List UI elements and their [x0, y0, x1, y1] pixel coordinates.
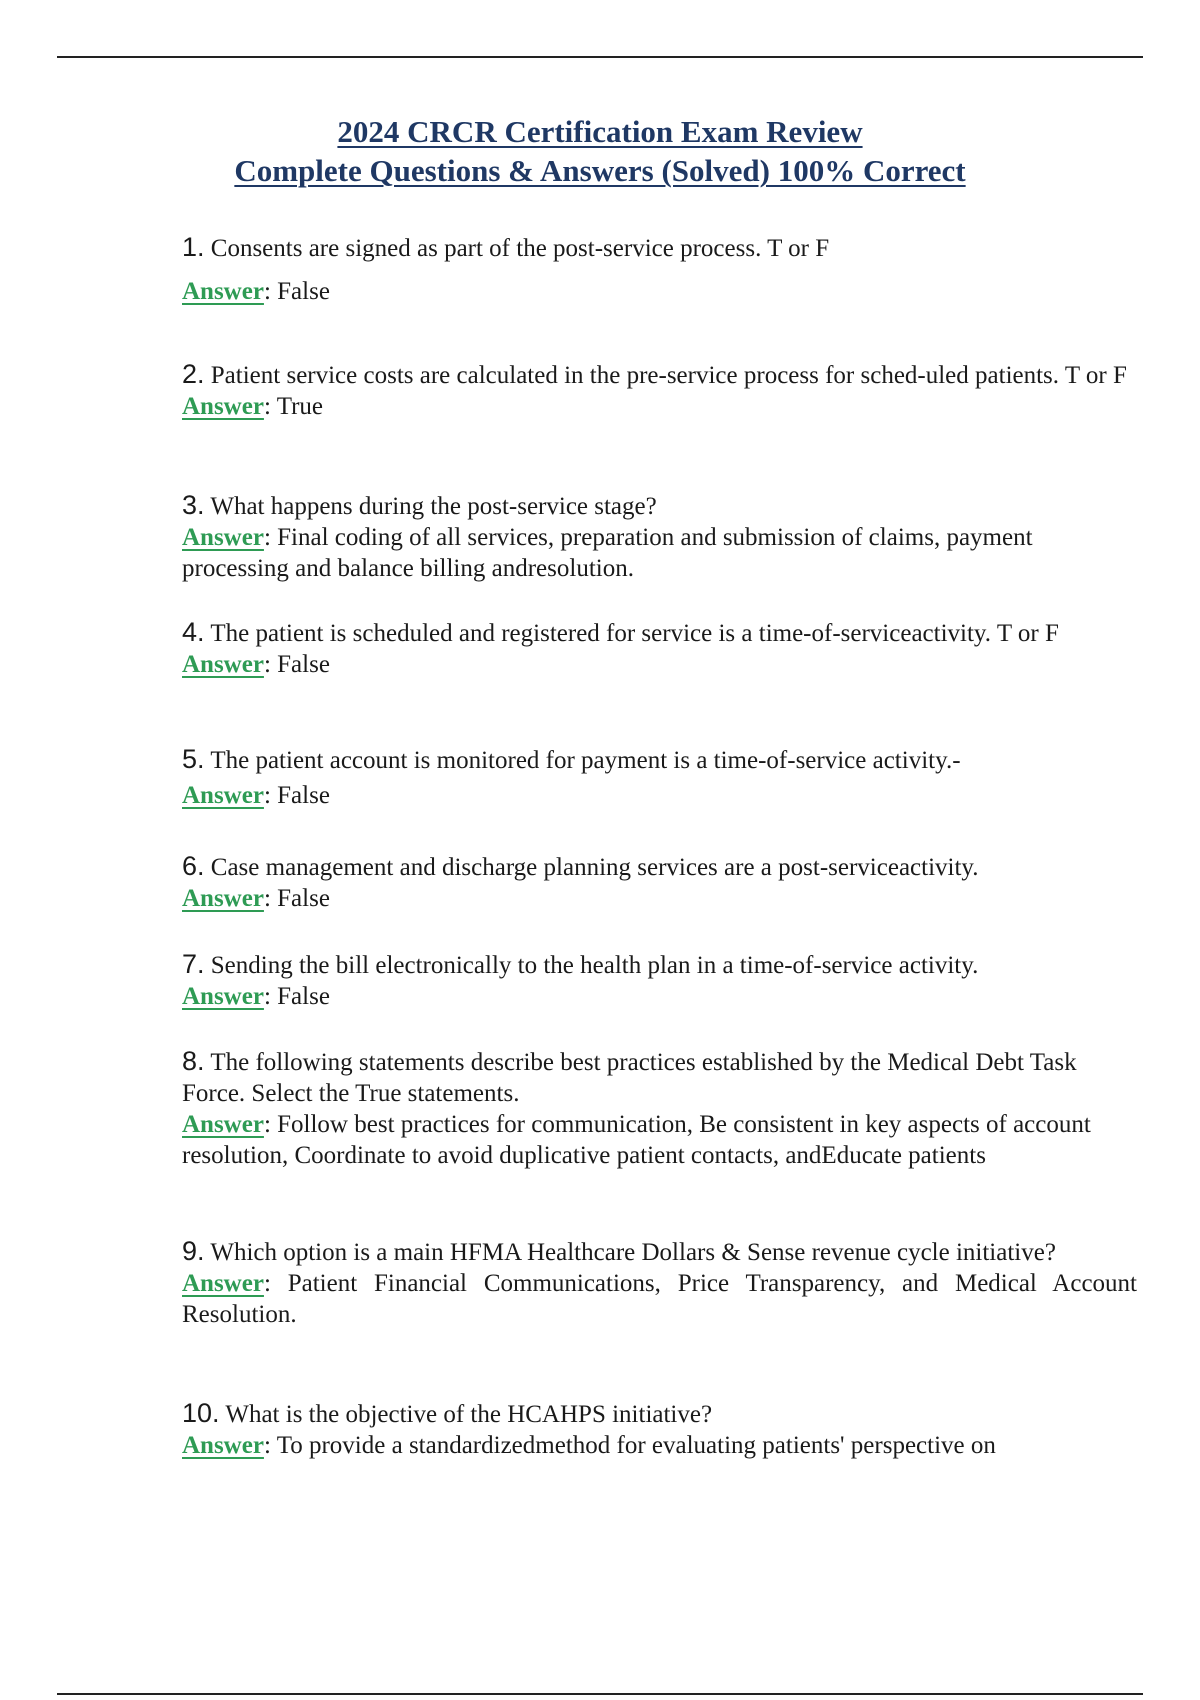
- question-text: Sending the bill electronically to the health plan in a time-of-service activity.: [210, 952, 979, 979]
- answer-label: Answer: [182, 1270, 264, 1297]
- answer-text: To provide a standardizedmethod for evaluating patients' perspective on: [276, 1432, 996, 1459]
- question-number: 1.: [182, 232, 205, 262]
- qa-item-1: [182, 232, 1137, 307]
- answer: Answer: False: [182, 885, 330, 912]
- qa-item-5: [182, 744, 1137, 811]
- qa-item-8: [182, 1046, 1137, 1171]
- answer-label: Answer: [182, 983, 264, 1010]
- question-number: 4.: [182, 617, 205, 647]
- qa-item-4: [182, 617, 1137, 680]
- question-text: Which option is a main HFMA Healthcare Dollars & Sense revenue cycle initiative?: [210, 1239, 1056, 1266]
- answer-text: False: [277, 885, 330, 912]
- question: [182, 359, 1137, 391]
- answer-label: Answer: [182, 651, 264, 678]
- question-text: Consents are signed as part of the post-service process. T or F: [210, 235, 830, 262]
- answer-label: Answer: [182, 1111, 264, 1138]
- question: [182, 1046, 1137, 1109]
- question: [182, 744, 1137, 776]
- answer: Answer: True: [182, 393, 324, 420]
- answer-text: Patient Financial Communications, Price Transparency, and Medical Account Resolution.: [182, 1270, 1138, 1328]
- title-line-1: 2024 CRCR Certification Exam Review: [337, 114, 863, 149]
- question-number: 10.: [182, 1398, 220, 1428]
- question-text: What is the objective of the HCAHPS initiative?: [225, 1401, 713, 1428]
- qa-item-7: [182, 949, 1137, 1012]
- question: [182, 851, 1137, 883]
- question-text: The following statements describe best practices established by the Medical Debt Task Force. Select the True statements.: [182, 1049, 1077, 1107]
- qa-item-9: [182, 1236, 1137, 1330]
- answer-text: False: [277, 651, 330, 678]
- answer: Answer: False: [182, 278, 330, 305]
- answer: Answer: False: [182, 782, 330, 809]
- qa-item-3: [182, 490, 1137, 584]
- answer-text: False: [277, 782, 330, 809]
- answer-label: Answer: [182, 1432, 264, 1459]
- answer-text: Follow best practices for communication, Be consistent in key aspects of account resolution, Coordinate to avoid duplicative patient contacts, andEducate patients: [182, 1111, 1091, 1169]
- answer-text: False: [277, 278, 330, 305]
- question-text: What happens during the post-service stage?: [210, 493, 657, 520]
- answer-label: Answer: [182, 524, 264, 551]
- question: [182, 617, 1137, 649]
- question-number: 2.: [182, 359, 205, 389]
- answer: Answer: To provide a standardizedmethod for evaluating patients' perspective on: [182, 1432, 996, 1459]
- question: [182, 949, 1137, 981]
- answer-text: True: [276, 393, 324, 420]
- answer-text: False: [277, 983, 330, 1010]
- question: [182, 232, 1137, 264]
- question: [182, 1236, 1137, 1268]
- answer: Answer: False: [182, 983, 330, 1010]
- question: [182, 1398, 1137, 1430]
- question-number: 8.: [182, 1046, 205, 1076]
- answer-label: Answer: [182, 782, 264, 809]
- title-line-2: Complete Questions & Answers (Solved) 100% Correct: [234, 153, 966, 188]
- question-text: Patient service costs are calculated in the pre-service process for sched-uled patients. T or F: [210, 362, 1127, 389]
- question-number: 9.: [182, 1236, 205, 1266]
- answer-label: Answer: [182, 885, 264, 912]
- question-number: 7.: [182, 949, 205, 979]
- answer: Answer: Patient Financial Communications, Price Transparency, and Medical Account Resolution.: [182, 1270, 1138, 1328]
- question-number: 6.: [182, 851, 205, 881]
- question-text: The patient is scheduled and registered for service is a time-of-serviceactivity. T or F: [210, 620, 1059, 647]
- qa-item-6: [182, 851, 1137, 914]
- answer-label: Answer: [182, 393, 264, 420]
- bottom-rule: [57, 1693, 1143, 1695]
- question-number: 3.: [182, 490, 205, 520]
- qa-item-2: [182, 359, 1137, 422]
- answer: Answer: Follow best practices for communication, Be consistent in key aspects of account resolution, Coordinate to avoid duplicative patient contacts, andEducate patients: [182, 1111, 1091, 1169]
- answer-text: Final coding of all services, preparation and submission of claims, payment processing and balance billing andresolution.: [182, 524, 1033, 582]
- qa-item-10: [182, 1398, 1137, 1461]
- answer: Answer: False: [182, 651, 330, 678]
- top-rule: [57, 56, 1143, 58]
- question: [182, 490, 1137, 522]
- question-number: 5.: [182, 744, 205, 774]
- question-text: The patient account is monitored for payment is a time-of-service activity.-: [210, 747, 961, 774]
- question-text: Case management and discharge planning services are a post-serviceactivity.: [210, 854, 979, 881]
- document-title: [0, 112, 1200, 190]
- answer-label: Answer: [182, 278, 264, 305]
- answer: Answer: Final coding of all services, preparation and submission of claims, payment processing and balance billing andresolution.: [182, 524, 1033, 582]
